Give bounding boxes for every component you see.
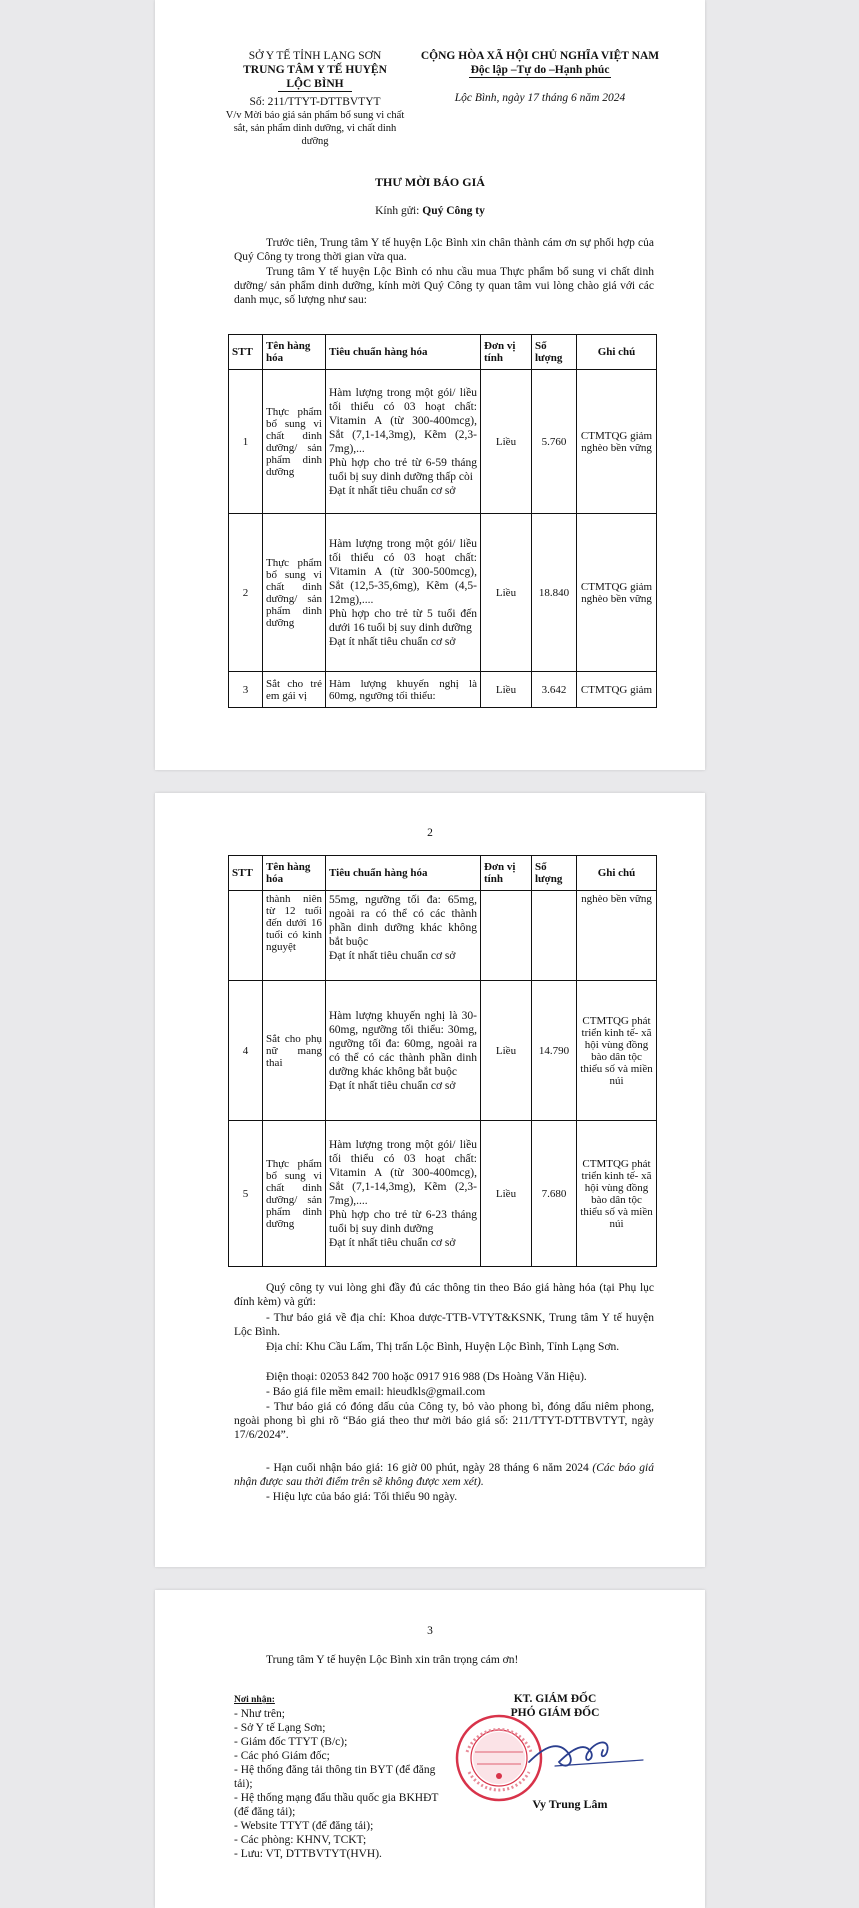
- row-note: CTMTQG giảm nghèo bền vững: [577, 370, 657, 514]
- row-stt: 3: [229, 672, 263, 708]
- agency-parent: SỞ Y TẾ TỈNH LẠNG SƠN: [248, 50, 382, 62]
- recipient-item: - Giám đốc TTYT (B/c);: [234, 1736, 348, 1748]
- header-stt: STT: [229, 856, 263, 891]
- header-right: [395, 49, 685, 105]
- agency-name: TRUNG TÂM Y TẾ HUYỆN: [243, 64, 387, 76]
- row-qty: 14.790: [532, 981, 577, 1121]
- thanks-paragraph: Trung tâm Y tế huyện Lộc Bình xin trân trọng cám ơn!: [266, 1654, 519, 1666]
- phone-paragraph: Điện thoại: 02053 842 700 hoặc 0917 916 988 (Ds Hoàng Văn Hiệu).: [266, 1371, 587, 1383]
- row-name: Thực phẩm bổ sung vi chất dinh dưỡng/ sản phẩm dinh dưỡng: [263, 1121, 326, 1267]
- row-stt: [229, 891, 263, 981]
- header-left: [225, 49, 405, 148]
- row-unit: Liều: [481, 672, 532, 708]
- row-standard: Hàm lượng trong một gói/ liều tối thiểu có 03 hoạt chất: Vitamin A (từ 300-500mcg), Sắt (12,5-35,6mg), Kẽm (4,5-12mg),.... Phù hợp cho trẻ từ 5 tuổi đến dưới 16 tuổi bị suy dinh dưỡng Đạt ít nhất tiêu chuẩn cơ sở: [326, 514, 481, 672]
- sign-title-2: PHÓ GIÁM ĐỐC: [510, 1707, 600, 1719]
- row-qty: 5.760: [532, 370, 577, 514]
- location-paragraph: Địa chỉ: Khu Cầu Lấm, Thị trấn Lộc Bình, Huyện Lộc Bình, Tỉnh Lạng Sơn.: [266, 1341, 620, 1353]
- header-standard: Tiêu chuẩn hàng hóa: [326, 856, 481, 891]
- row-qty: 7.680: [532, 1121, 577, 1267]
- document-page-1: [155, 0, 705, 770]
- row-unit: Liều: [481, 370, 532, 514]
- row-standard: Hàm lượng khuyến nghị là 30-60mg, ngưỡng tối thiểu: 30mg, ngưỡng tối đa: 60mg, ngoài ra có thể có các thành phần dinh dưỡng khác không bắt buộc Đạt ít nhất tiêu chuẩn cơ sở: [326, 981, 481, 1121]
- row-standard: Hàm lượng trong một gói/ liều tối thiểu có 03 hoạt chất: Vitamin A (từ 300-400mcg), Sắt (7,1-14,3mg), Kẽm (2,3-7mg),... Phù hợp cho trẻ từ 6-59 tháng tuổi bị suy dinh dưỡng thấp còi Đạt ít nhất tiêu chuẩn cơ sở: [326, 370, 481, 514]
- document-page-2: [155, 793, 705, 1567]
- goods-table-page1: [228, 334, 657, 708]
- recipient-item: - Lưu: VT, DTTBVTYT(HVH).: [234, 1848, 382, 1860]
- header-name: Tên hàng hóa: [263, 856, 326, 891]
- header-stt: STT: [229, 335, 263, 370]
- signer-name: Vy Trung Lâm: [532, 1797, 608, 1811]
- page-number: 3: [427, 1625, 433, 1637]
- header-standard: Tiêu chuẩn hàng hóa: [326, 335, 481, 370]
- row-unit: Liều: [481, 514, 532, 672]
- sign-title-1: KT. GIÁM ĐỐC: [513, 1693, 597, 1705]
- greeting: [155, 204, 705, 218]
- row-note: CTMTQG phát triển kinh tế- xã hội vùng đồng bào dân tộc thiểu số và miền núi: [577, 981, 657, 1121]
- envelope-paragraph: - Thư báo giá có đóng dấu của Công ty, bỏ vào phong bì, đóng dấu niêm phong, ngoài phong bì ghi rõ “Báo giá theo thư mời báo giá số: 211/TTYT-DTTBVTYT, ngày 17/6/2024”.: [234, 1401, 654, 1441]
- national-title: CỘNG HÒA XÃ HỘI CHỦ NGHĨA VIỆT NAM: [420, 50, 660, 62]
- document-subject: V/v Mời báo giá sản phẩm bổ sung vi chất sắt, sản phẩm dinh dưỡng, vi chất dinh dưỡng: [225, 110, 405, 147]
- header-unit: Đơn vị tính: [481, 856, 532, 891]
- email-paragraph: - Báo giá file mềm email: hieudkls@gmail.com: [266, 1386, 486, 1398]
- row-stt: 4: [229, 981, 263, 1121]
- greeting-name: Quý Công ty: [422, 205, 485, 217]
- recipient-item: (để đăng tải);: [234, 1806, 296, 1818]
- table-header-row: [229, 335, 657, 370]
- page-number: 2: [427, 827, 433, 839]
- document-page-3: [155, 1590, 705, 1908]
- header-qty: Số lượng: [532, 856, 577, 891]
- intro-paragraph: Trước tiên, Trung tâm Y tế huyện Lộc Bình xin chân thành cám ơn sự phối hợp của Quý Công ty trong thời gian vừa qua.: [234, 237, 654, 263]
- table-row: [229, 891, 657, 981]
- document-title: THƯ MỜI BÁO GIÁ: [375, 175, 485, 189]
- row-qty: [532, 891, 577, 981]
- row-note: nghèo bền vững: [577, 891, 657, 981]
- header-qty: Số lượng: [532, 335, 577, 370]
- row-stt: 1: [229, 370, 263, 514]
- signature-icon: [525, 1728, 645, 1778]
- recipients-title: Nơi nhận:: [234, 1695, 275, 1705]
- document-date: Lộc Bình, ngày 17 tháng 6 năm 2024: [454, 92, 626, 104]
- deadline-paragraph: - Hạn cuối nhận báo giá: 16 giờ 00 phút, ngày 28 tháng 6 năm 2024 (Các báo giá nhận được sau thời điểm trên sẽ không được xem xét).: [234, 1462, 654, 1488]
- row-name: Sắt cho phụ nữ mang thai: [263, 981, 326, 1121]
- row-name: Thực phẩm bổ sung vi chất dinh dưỡng/ sản phẩm dinh dưỡng: [263, 370, 326, 514]
- document-number: Số: 211/TTYT-DTTBVTYT: [249, 96, 381, 108]
- row-note: CTMTQG giảm: [577, 672, 657, 708]
- table-row: [229, 370, 657, 514]
- row-unit: [481, 891, 532, 981]
- agency-name-line2: LỘC BÌNH: [278, 77, 351, 92]
- greeting-prefix: Kính gửi:: [375, 205, 423, 217]
- row-unit: Liều: [481, 981, 532, 1121]
- row-name: Sắt cho trẻ em gái vị: [263, 672, 326, 708]
- recipient-item: - Hệ thống mạng đấu thầu quốc gia BKHĐT: [234, 1792, 439, 1804]
- row-standard: Hàm lượng trong một gói/ liều tối thiểu có 03 hoạt chất: Vitamin A (từ 300-400mcg), Sắt (7,1-14,3mg), Kẽm (2,3-7mg),.... Phù hợp cho trẻ từ 6-23 tháng tuổi bị suy dinh dưỡng Đạt ít nhất tiêu chuẩn cơ sở: [326, 1121, 481, 1267]
- validity-paragraph: - Hiệu lực của báo giá: Tối thiểu 90 ngày.: [266, 1491, 458, 1503]
- row-name: Thực phẩm bổ sung vi chất dinh dưỡng/ sản phẩm dinh dưỡng: [263, 514, 326, 672]
- request-paragraph: Trung tâm Y tế huyện Lộc Bình có nhu cầu mua Thực phẩm bổ sung vi chất dinh dưỡng/ sản phẩm dinh dưỡng, kính mời Quý Công ty quan tâm vui lòng chào giá với các danh mục, số lượng như sau:: [234, 266, 654, 306]
- goods-table-page2: [228, 855, 657, 1267]
- national-motto: Độc lập –Tự do –Hạnh phúc: [470, 64, 610, 76]
- recipient-item: - Sở Y tế Lạng Sơn;: [234, 1722, 326, 1734]
- table-header-row: [229, 856, 657, 891]
- row-qty: 3.642: [532, 672, 577, 708]
- recipient-item: - Các phòng: KHNV, TCKT;: [234, 1834, 367, 1846]
- table-row: [229, 981, 657, 1121]
- recipient-item: - Hệ thống đăng tải thông tin BYT (để đăng tải);: [234, 1764, 436, 1790]
- header-name: Tên hàng hóa: [263, 335, 326, 370]
- row-name: thành niên từ 12 tuổi đến dưới 16 tuổi có kinh nguyệt: [263, 891, 326, 981]
- row-note: CTMTQG giảm nghèo bền vững: [577, 514, 657, 672]
- header-note: Ghi chú: [577, 856, 657, 891]
- address-paragraph: - Thư báo giá về địa chỉ: Khoa dược-TTB-VTYT&KSNK, Trung tâm Y tế huyện Lộc Bình.: [234, 1312, 654, 1338]
- row-note: CTMTQG phát triển kinh tế- xã hội vùng đồng bào dân tộc thiểu số và miền núi: [577, 1121, 657, 1267]
- row-unit: Liều: [481, 1121, 532, 1267]
- recipient-item: - Các phó Giám đốc;: [234, 1750, 330, 1762]
- row-standard: 55mg, ngưỡng tối đa: 65mg, ngoài ra có thể có các thành phần dinh dưỡng khác không bắt buộc Đạt ít nhất tiêu chuẩn cơ sở: [326, 891, 481, 981]
- header-note: Ghi chú: [577, 335, 657, 370]
- instruction-paragraph: Quý công ty vui lòng ghi đầy đủ các thông tin theo Báo giá hàng hóa (tại Phụ lục đính kèm) và gửi:: [234, 1282, 654, 1308]
- row-stt: 2: [229, 514, 263, 672]
- recipients-block: [234, 1693, 444, 1861]
- recipient-item: - Như trên;: [234, 1708, 285, 1720]
- row-stt: 5: [229, 1121, 263, 1267]
- header-unit: Đơn vị tính: [481, 335, 532, 370]
- row-standard: Hàm lượng khuyến nghị là 60mg, ngưỡng tối thiểu:: [326, 672, 481, 708]
- table-row: [229, 1121, 657, 1267]
- row-qty: 18.840: [532, 514, 577, 672]
- table-row: [229, 514, 657, 672]
- table-row: [229, 672, 657, 708]
- recipient-item: - Website TTYT (để đăng tải);: [234, 1820, 374, 1832]
